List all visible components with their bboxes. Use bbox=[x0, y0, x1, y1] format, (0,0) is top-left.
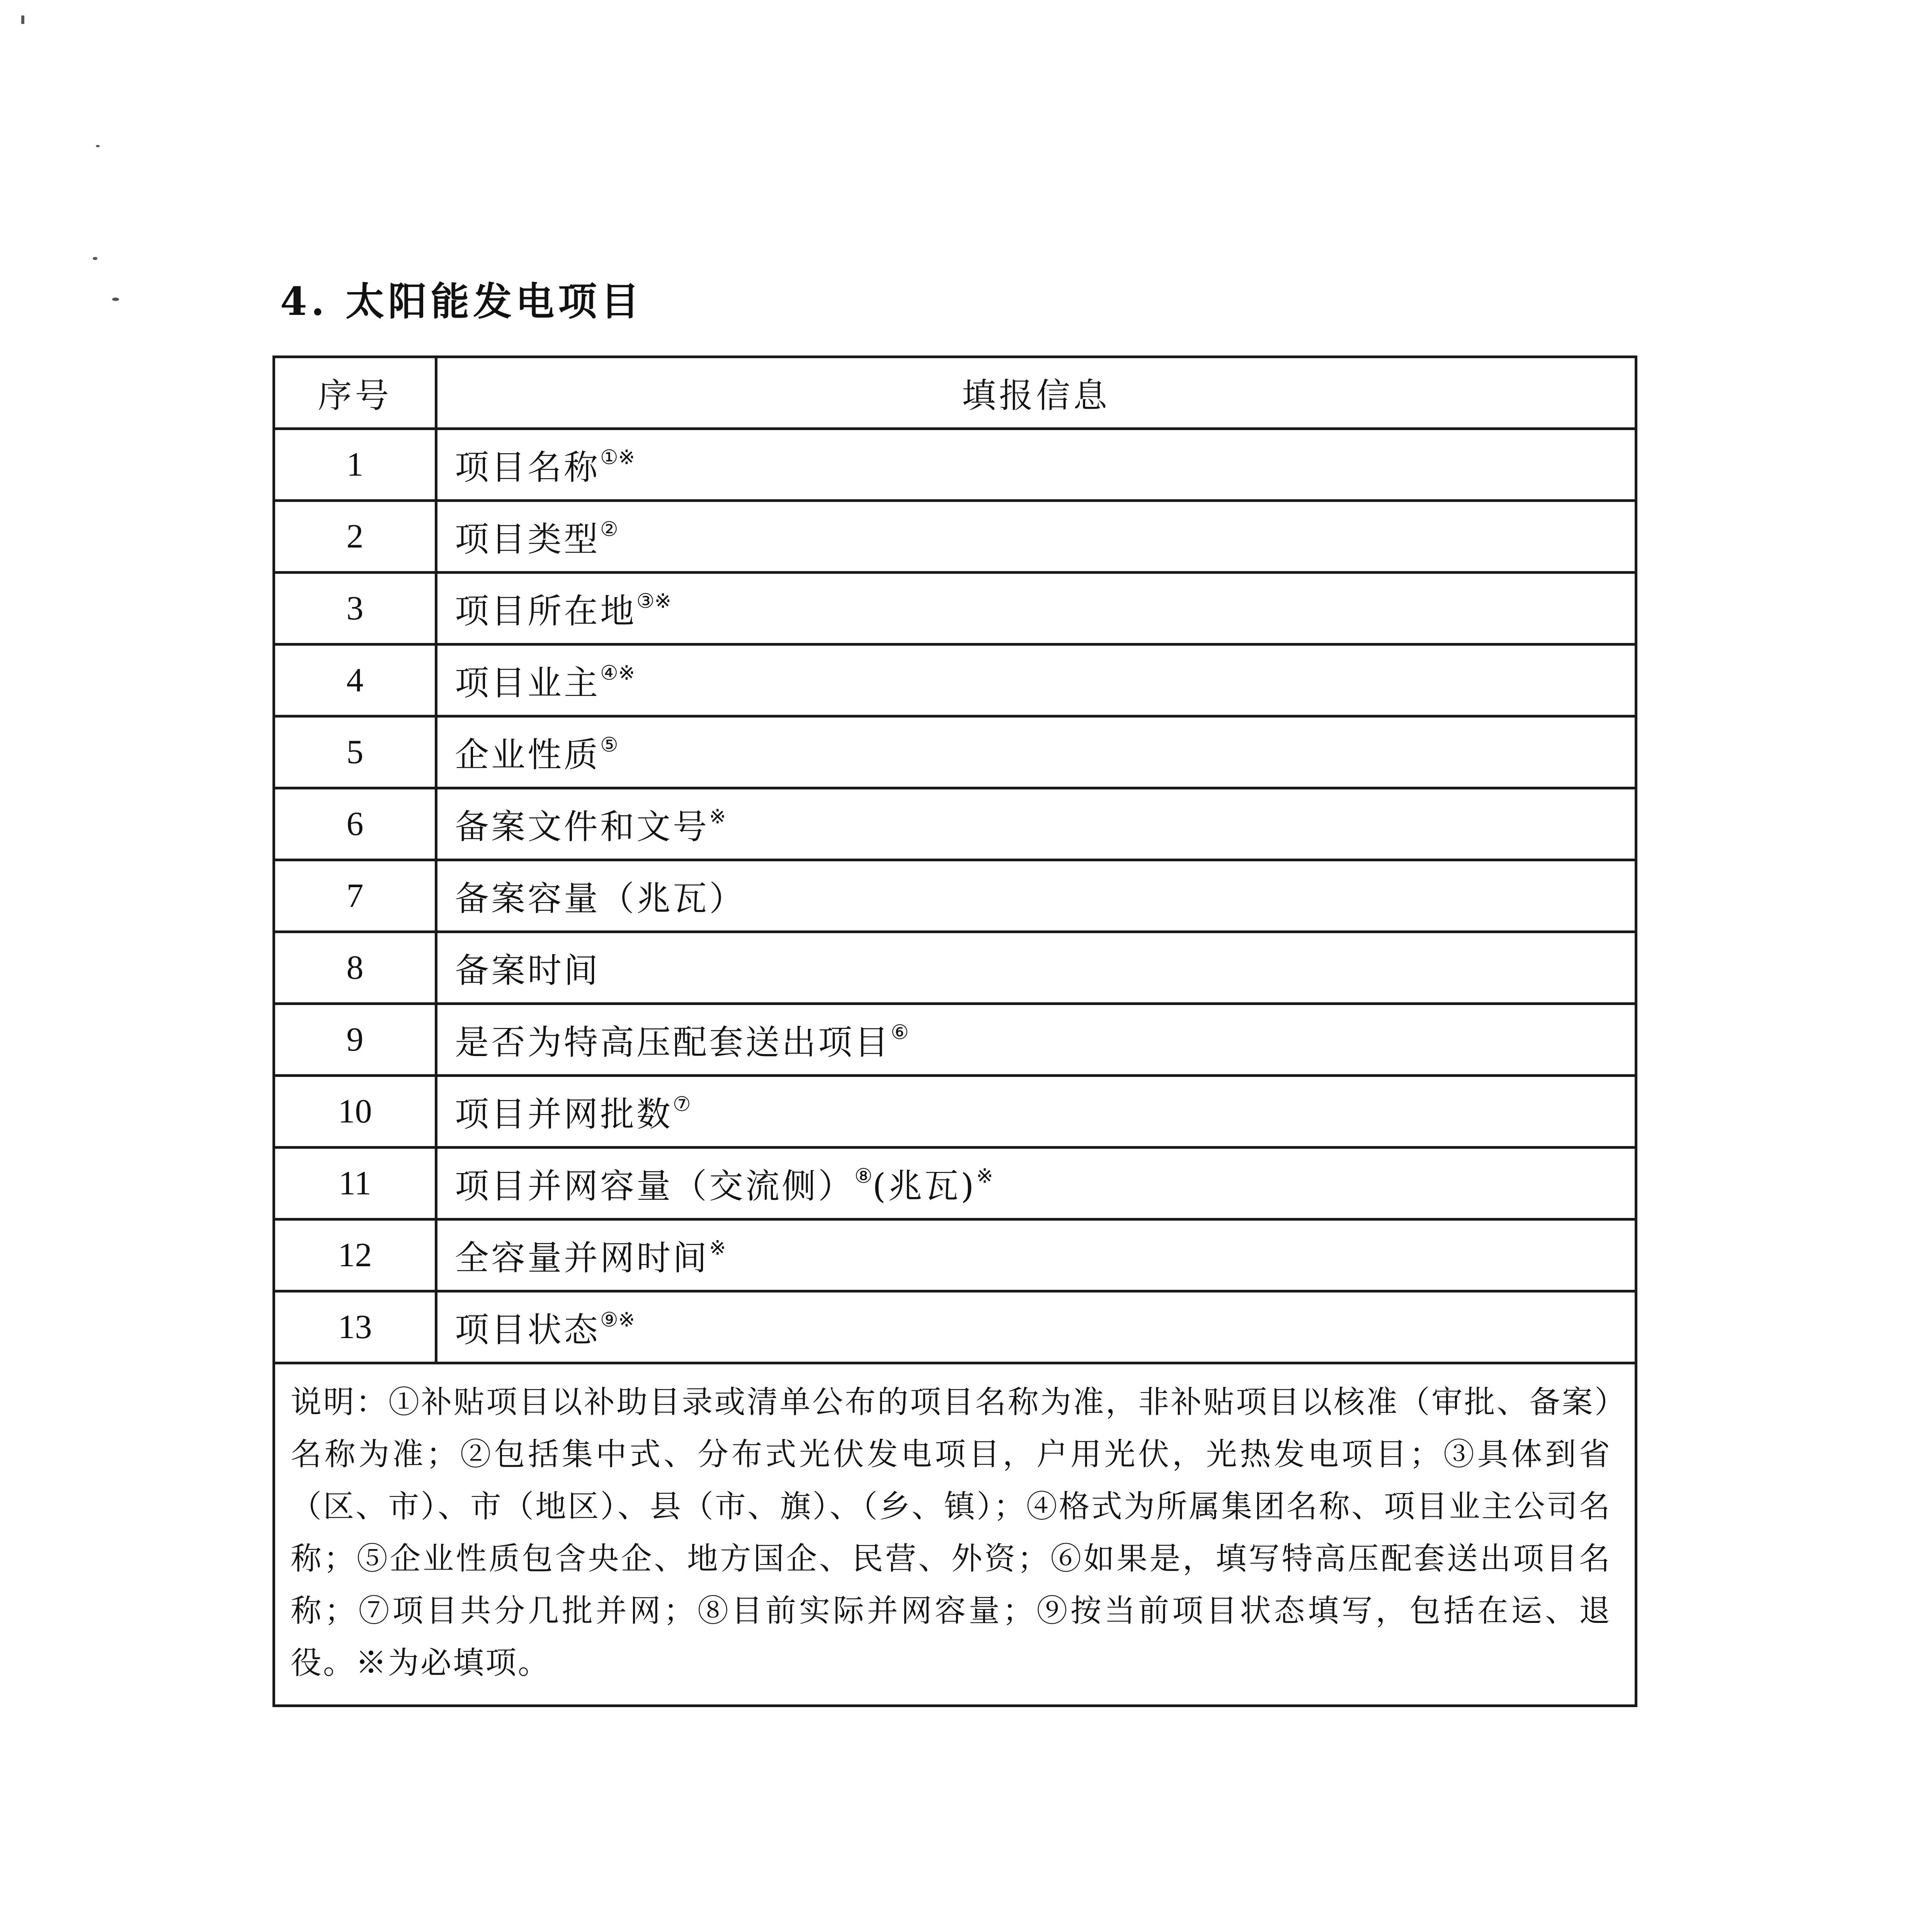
info-cell bbox=[436, 573, 1636, 645]
seq-cell: 9 bbox=[274, 1004, 436, 1076]
footnote-mark: ⑦ bbox=[673, 1093, 691, 1116]
seq-cell: 5 bbox=[274, 716, 436, 788]
field-label: 备案容量（兆瓦） bbox=[455, 878, 746, 918]
field-label: 是否为特高压配套送出项目 bbox=[455, 1022, 891, 1062]
section-title: 4. 太阳能发电项目 bbox=[280, 279, 643, 324]
footnote-mark: ⑧ bbox=[854, 1165, 873, 1188]
table-row bbox=[274, 645, 1636, 716]
scan-speck bbox=[112, 298, 119, 301]
field-label: 项目并网容量（交流侧） bbox=[455, 1166, 855, 1206]
seq-cell: 12 bbox=[274, 1219, 436, 1291]
info-cell bbox=[436, 860, 1636, 932]
footnote-mark: ①※ bbox=[600, 446, 635, 469]
table-row bbox=[274, 788, 1636, 860]
info-cell bbox=[436, 1148, 1636, 1219]
required-mark: ※ bbox=[976, 1165, 993, 1188]
field-label: 全容量并网时间 bbox=[455, 1238, 710, 1278]
footnote-mark: ③※ bbox=[636, 590, 672, 613]
info-cell bbox=[436, 1219, 1636, 1291]
footnote-mark: ② bbox=[600, 518, 618, 541]
field-label: 项目并网批数 bbox=[455, 1094, 673, 1134]
info-cell bbox=[436, 429, 1636, 501]
info-cell bbox=[436, 1076, 1636, 1148]
field-label: 备案时间 bbox=[455, 950, 601, 990]
seq-cell: 13 bbox=[274, 1291, 436, 1363]
info-cell bbox=[436, 716, 1636, 788]
table-row bbox=[274, 1148, 1636, 1219]
field-label: 项目名称 bbox=[455, 447, 601, 487]
table-row bbox=[274, 1219, 1636, 1291]
table-row bbox=[274, 716, 1636, 788]
seq-cell: 7 bbox=[274, 860, 436, 932]
table-row bbox=[274, 573, 1636, 645]
seq-column-header: 序号 bbox=[274, 357, 436, 429]
table-row bbox=[274, 1076, 1636, 1148]
note-text: ①补贴项目以补助目录或清单公布的项目名称为准，非补贴项目以核准（审批、备案）名称为准；②包括集中式、分布式光伏发电项目，户用光伏，光热发电项目；③具体到省（区、市）、市（地区）、县（市、旗）、（乡、镇）；④格式为所属集团名称、项目业主公司名称；⑤企业性质包含央企、地方国企、民营、外资；⑥如果是，填写特高压配套送出项目名称；⑦项目共分几批并网；⑧目前实际并网容量；⑨按当前项目状态填写，包括在运、退役。※为必填项。 bbox=[291, 1384, 1612, 1681]
table-row bbox=[274, 429, 1636, 501]
table-row bbox=[274, 860, 1636, 932]
field-label: 项目状态 bbox=[455, 1310, 601, 1350]
seq-cell: 8 bbox=[274, 932, 436, 1004]
footnote-mark: ⑤ bbox=[600, 733, 618, 757]
info-cell bbox=[436, 1004, 1636, 1076]
footnote-mark: ⑥ bbox=[891, 1021, 909, 1044]
note-row bbox=[274, 1363, 1636, 1706]
info-cell bbox=[436, 1291, 1636, 1363]
scan-speck bbox=[21, 15, 24, 24]
info-cell bbox=[436, 645, 1636, 716]
footnote-mark: ⑨※ bbox=[600, 1308, 635, 1332]
seq-cell: 6 bbox=[274, 788, 436, 860]
info-cell bbox=[436, 501, 1636, 573]
info-column-header: 填报信息 bbox=[436, 357, 1636, 429]
footnote-mark: ※ bbox=[709, 805, 726, 829]
seq-cell: 11 bbox=[274, 1148, 436, 1219]
note-cell bbox=[274, 1363, 1636, 1706]
seq-cell: 1 bbox=[274, 429, 436, 501]
note-label: 说明： bbox=[291, 1384, 389, 1420]
seq-cell: 10 bbox=[274, 1076, 436, 1148]
table-row bbox=[274, 501, 1636, 573]
field-label: 备案文件和文号 bbox=[455, 806, 710, 847]
scan-speck bbox=[93, 257, 97, 260]
solar-project-form-table bbox=[272, 355, 1637, 1707]
field-label: 项目业主 bbox=[455, 663, 601, 703]
seq-cell: 3 bbox=[274, 573, 436, 645]
seq-cell: 4 bbox=[274, 645, 436, 716]
field-label: 项目所在地 bbox=[455, 591, 637, 631]
scan-speck bbox=[96, 145, 100, 147]
table-row bbox=[274, 932, 1636, 1004]
table-body bbox=[274, 429, 1636, 1706]
table-header-row bbox=[274, 357, 1636, 429]
info-cell bbox=[436, 932, 1636, 1004]
table-row bbox=[274, 1291, 1636, 1363]
field-label: 企业性质 bbox=[455, 735, 601, 775]
field-label: 项目类型 bbox=[455, 519, 601, 559]
field-unit: (兆瓦) bbox=[872, 1166, 977, 1206]
footnote-mark: ④※ bbox=[600, 662, 635, 685]
table-row bbox=[274, 1004, 1636, 1076]
info-cell bbox=[436, 788, 1636, 860]
footnote-mark: ※ bbox=[709, 1236, 726, 1260]
seq-cell: 2 bbox=[274, 501, 436, 573]
